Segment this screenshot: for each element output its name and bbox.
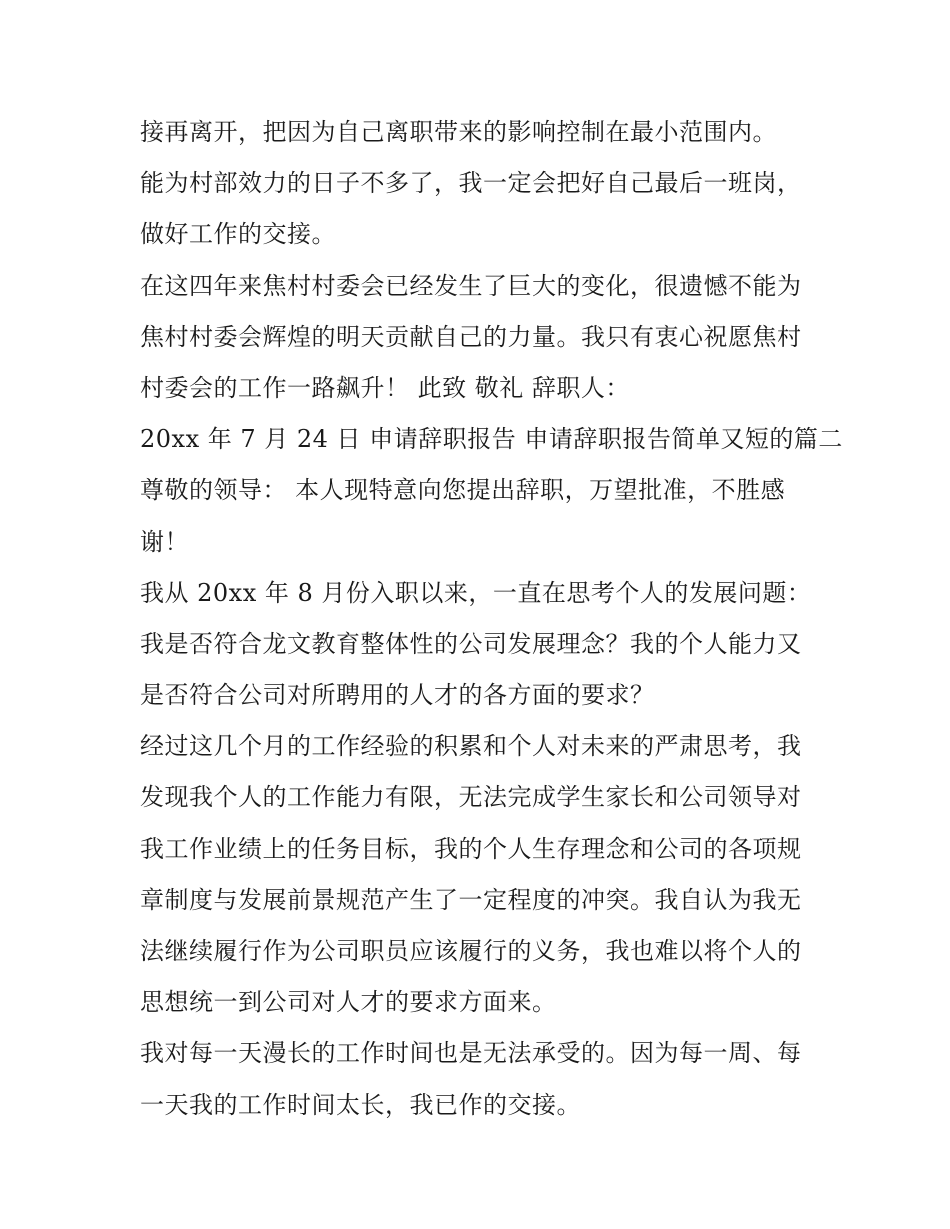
text-line: 在这四年来焦村村委会已经发生了巨大的变化，很遗憾不能为	[140, 271, 802, 300]
text-line: 我对每一天漫长的工作时间也是无法承受的。因为每一周、每	[140, 1039, 802, 1068]
text-line: 做好工作的交接。	[140, 220, 336, 249]
text-line: 我是否符合龙文教育整体性的公司发展理念？我的个人能力又	[140, 629, 802, 658]
text-line: 村委会的工作一路飙升！ 此致 敬礼 辞职人：	[140, 373, 630, 402]
text-line: 发现我个人的工作能力有限，无法完成学生家长和公司领导对	[140, 783, 802, 812]
text-line: 焦村村委会辉煌的明天贡献自己的力量。我只有衷心祝愿焦村	[140, 322, 802, 351]
text-line: 能为村部效力的日子不多了，我一定会把好自己最后一班岗，	[140, 169, 802, 198]
text-line: 我从 20xx 年 8 月份入职以来，一直在思考个人的发展问题：	[140, 578, 812, 607]
text-line: 我工作业绩上的任务目标，我的个人生存理念和公司的各项规	[140, 834, 802, 863]
text-line: 法继续履行作为公司职员应该履行的义务，我也难以将个人的	[140, 937, 802, 965]
text-line: 接再离开，把因为自己离职带来的影响控制在最小范围内。	[140, 118, 777, 146]
text-line: 思想统一到公司对人才的要求方面来。	[140, 988, 557, 1017]
text-line: 章制度与发展前景规范产生了一定程度的冲突。我自认为我无	[140, 885, 802, 914]
text-line: 20xx 年 7 月 24 日 申请辞职报告 申请辞职报告简单又短的篇二	[140, 425, 843, 454]
text-line: 经过这几个月的工作经验的积累和个人对未来的严肃思考，我	[140, 732, 802, 761]
text-line: 尊敬的领导： 本人现特意向您提出辞职，万望批准，不胜感	[140, 476, 786, 505]
text-line: 一天我的工作时间太长，我已作的交接。	[140, 1090, 581, 1119]
text-line: 是否符合公司对所聘用的人才的各方面的要求？	[140, 681, 655, 710]
document-body	[140, 107, 843, 1131]
text-line: 谢！	[140, 527, 189, 556]
